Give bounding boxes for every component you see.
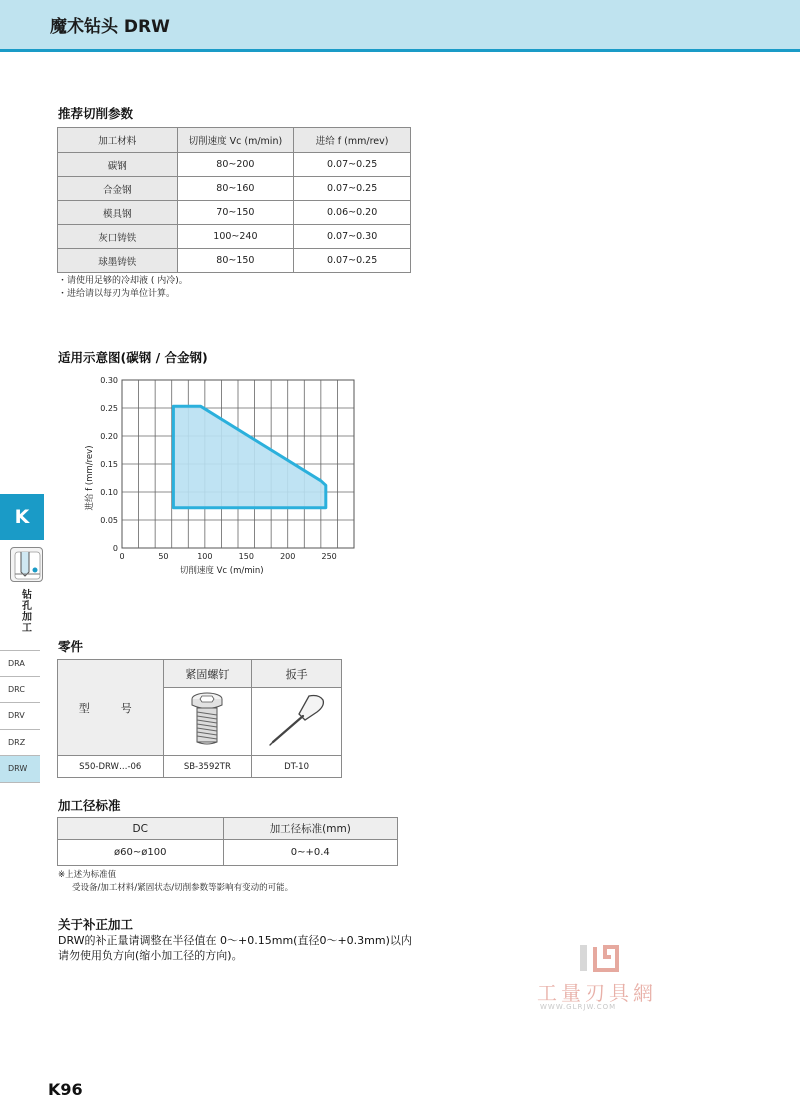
watermark-name: 工量刃具網: [537, 981, 657, 1005]
parts-title: 零件: [58, 639, 84, 654]
table-row: [58, 840, 398, 866]
std-note: 受设备/加工材料/紧固状态/切削参数等影响有变动的可能。: [72, 883, 294, 893]
feed-cell: 0.06~0.20: [294, 201, 411, 225]
screw-code: SB-3592TR: [163, 756, 252, 778]
std-table: [57, 817, 398, 866]
sidebar-item-drc[interactable]: DRC: [0, 677, 40, 704]
model-code: S50-DRW…-06: [58, 756, 164, 778]
params-note: ・进给请以每刃为单位计算。: [58, 289, 176, 299]
y-tick-label: 0.10: [100, 488, 118, 497]
table-row: [58, 177, 411, 201]
y-tick-label: 0.15: [100, 460, 118, 469]
table-row: [58, 153, 411, 177]
chart-x-label: 切削速度 Vc (m/min): [179, 566, 264, 576]
correction-title: 关于补正加工: [58, 917, 134, 932]
correction-line: 请勿使用负方向(缩小加工径的方向)。: [58, 949, 243, 962]
params-notes: [58, 275, 188, 301]
feed-cell: 0.07~0.25: [294, 177, 411, 201]
x-tick-label: 200: [280, 552, 296, 561]
y-tick-label: 0.25: [100, 404, 118, 413]
material-cell: 球墨铸铁: [58, 249, 178, 273]
wrench-icon: [265, 692, 329, 748]
std-header-dc: DC: [58, 818, 224, 840]
material-cell: 碳钢: [58, 153, 178, 177]
sidebar-item-dra[interactable]: DRA: [0, 650, 40, 677]
table-row: [58, 225, 411, 249]
screw-icon: [187, 690, 227, 750]
params-title: 推荐切削参数: [58, 106, 134, 121]
std-header-standard: 加工径标准(mm): [223, 818, 397, 840]
sidebar-label: 钻孔加工: [22, 590, 32, 634]
params-table: [57, 127, 411, 273]
section-tab-k[interactable]: K: [0, 494, 44, 540]
params-header-speed: 切削速度 Vc (m/min): [177, 128, 294, 153]
screw-image-cell: [163, 688, 252, 756]
params-header-material: 加工材料: [58, 128, 178, 153]
correction-text: [58, 933, 412, 963]
params-header-feed: 进给 f (mm/rev): [294, 128, 411, 153]
std-title: 加工径标准: [58, 798, 121, 813]
std-note: ※上述为标准值: [58, 870, 117, 880]
sidebar-nav: [0, 650, 40, 783]
table-row: [58, 201, 411, 225]
y-tick-label: 0.05: [100, 516, 118, 525]
speed-cell: 80~160: [177, 177, 294, 201]
x-tick-label: 0: [119, 552, 125, 561]
speed-cell: 80~150: [177, 249, 294, 273]
standard-cell: 0~+0.4: [223, 840, 397, 866]
parts-table: [57, 659, 342, 778]
page-number: K96: [48, 1080, 83, 1099]
x-tick-label: 50: [158, 552, 169, 561]
watermark-url: WWW.GLRJW.COM: [540, 1003, 617, 1011]
sidebar-item-drv[interactable]: DRV: [0, 703, 40, 730]
chart-y-label: 进给 f (mm/rev): [85, 445, 95, 511]
model-label: 型 号: [58, 660, 164, 756]
y-tick-label: 0.20: [100, 432, 118, 441]
feed-cell: 0.07~0.25: [294, 153, 411, 177]
sidebar-item-drw[interactable]: DRW: [0, 756, 40, 783]
wrench-image-cell: [252, 688, 342, 756]
std-notes: [58, 869, 293, 895]
sidebar-item-drz[interactable]: DRZ: [0, 730, 40, 757]
material-cell: 合金钢: [58, 177, 178, 201]
page-title: 魔术钻头 DRW: [50, 17, 170, 37]
material-cell: 灰口铸铁: [58, 225, 178, 249]
speed-cell: 80~200: [177, 153, 294, 177]
speed-cell: 70~150: [177, 201, 294, 225]
chart-title: 适用示意图(碳钢 / 合金钢): [58, 350, 208, 365]
x-tick-label: 250: [321, 552, 337, 561]
header-rule: [0, 49, 800, 52]
y-tick-label: 0.30: [100, 376, 118, 385]
table-row: [58, 249, 411, 273]
drilling-icon: [10, 547, 43, 582]
parts-header-screw: 紧固螺钉: [163, 660, 252, 688]
y-tick-label: 0: [112, 544, 118, 553]
wrench-code: DT-10: [252, 756, 342, 778]
application-chart: [80, 370, 370, 580]
x-tick-label: 150: [238, 552, 254, 561]
parts-header-wrench: 扳手: [252, 660, 342, 688]
x-tick-label: 100: [197, 552, 213, 561]
feed-cell: 0.07~0.30: [294, 225, 411, 249]
watermark-logo: [579, 944, 623, 972]
params-note: ・请使用足够的冷却液 ( 内冷)。: [58, 276, 188, 286]
speed-cell: 100~240: [177, 225, 294, 249]
correction-line: DRW的补正量请调整在半径值在 0～+0.15mm(直径0～+0.3mm)以内: [58, 934, 412, 947]
material-cell: 模具钢: [58, 201, 178, 225]
dc-cell: ø60~ø100: [58, 840, 224, 866]
feed-cell: 0.07~0.25: [294, 249, 411, 273]
